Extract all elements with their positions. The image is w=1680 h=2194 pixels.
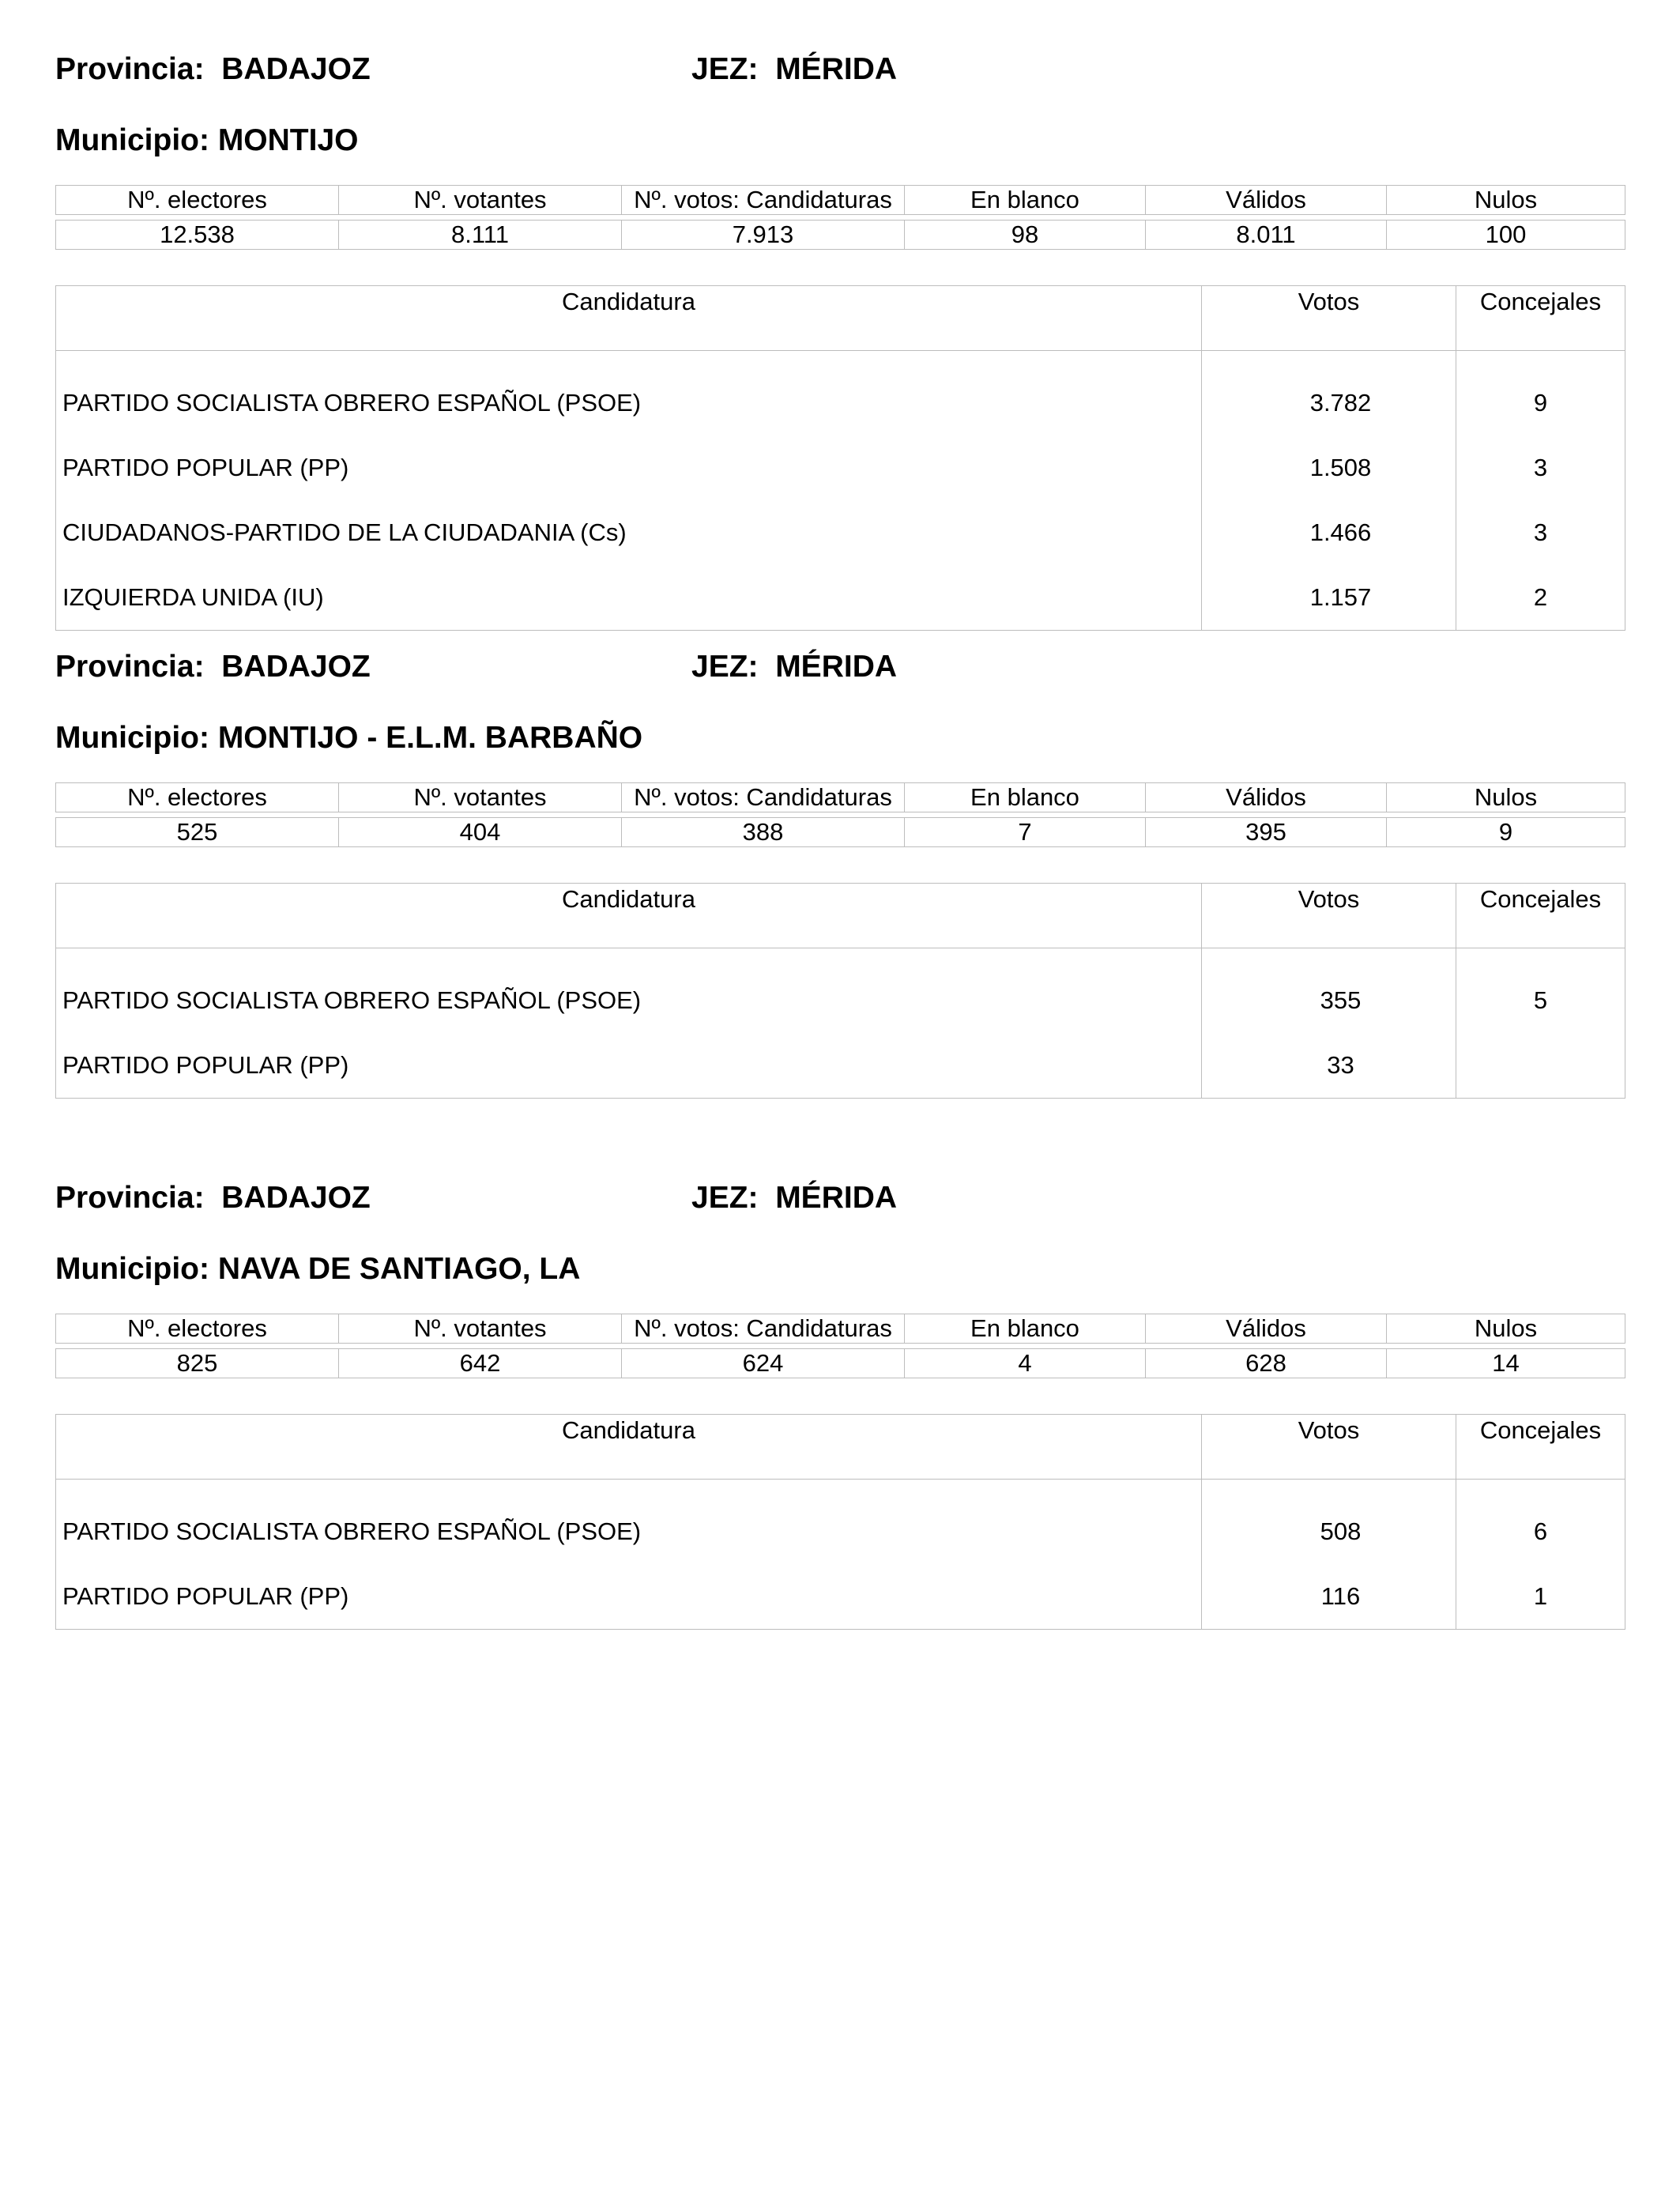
concejales-cell: 5 [1456, 948, 1625, 1034]
results-header-cell: Candidatura [56, 286, 1202, 351]
summary-header-cell: Nº. votos: Candidaturas [622, 186, 905, 215]
summary-header-cell: Válidos [1146, 1314, 1387, 1344]
candidatura-cell: PARTIDO POPULAR (PP) [62, 1051, 349, 1079]
provincia-label: Provincia: [55, 650, 222, 684]
summary-value-cell: 4 [905, 1349, 1146, 1378]
results-header-cell: Candidatura [56, 1415, 1202, 1480]
candidatura-cell: CIUDADANOS-PARTIDO DE LA CIUDADANIA (Cs) [62, 518, 627, 546]
jez-label: JEZ: [691, 650, 776, 684]
summary-value-cell: 8.111 [339, 221, 622, 250]
summary-header-cell: Nº. votantes [339, 1314, 622, 1344]
concejales-cell: 9 [1456, 351, 1625, 436]
results-header-row [56, 884, 1625, 948]
results-header-cell: Votos [1202, 884, 1456, 948]
results-row [56, 1033, 1625, 1099]
results-header-row [56, 1415, 1625, 1480]
provincia-label: Provincia: [55, 52, 222, 86]
results-row [56, 948, 1625, 1034]
candidatura-cell: PARTIDO POPULAR (PP) [62, 454, 349, 481]
provincia-value: BADAJOZ [221, 1181, 371, 1215]
summary-header-cell: Válidos [1146, 783, 1387, 812]
jez-heading [691, 1182, 897, 1213]
jez-heading [691, 651, 897, 682]
candidatura-cell: PARTIDO SOCIALISTA OBRERO ESPAÑOL (PSOE) [62, 389, 642, 417]
results-row [56, 500, 1625, 565]
votos-cell: 1.508 [1202, 435, 1456, 500]
summary-value-cell: 9 [1387, 818, 1625, 847]
results-row [56, 435, 1625, 500]
results-header-cell: Votos [1202, 1415, 1456, 1480]
summary-header-cell: Nº. votantes [339, 186, 622, 215]
votos-cell: 355 [1202, 948, 1456, 1034]
summary-value-cell: 624 [622, 1349, 905, 1378]
municipio-label: Municipio: [55, 1252, 218, 1286]
summary-header-cell: Válidos [1146, 186, 1387, 215]
provincia-value: BADAJOZ [221, 52, 371, 86]
results-table [55, 883, 1625, 1099]
results-header-cell: Votos [1202, 286, 1456, 351]
concejales-cell [1456, 1033, 1625, 1099]
summary-header-row [56, 1314, 1625, 1344]
municipio-label: Municipio: [55, 123, 218, 157]
concejales-cell: 3 [1456, 500, 1625, 565]
candidatura-cell: PARTIDO SOCIALISTA OBRERO ESPAÑOL (PSOE) [62, 986, 642, 1014]
summary-header-row [56, 186, 1625, 215]
summary-value-cell: 12.538 [56, 221, 339, 250]
candidatura-cell: PARTIDO POPULAR (PP) [62, 1582, 349, 1610]
candidatura-cell: IZQUIERDA UNIDA (IU) [62, 583, 324, 611]
results-table [55, 285, 1625, 631]
provincia-value: BADAJOZ [221, 650, 371, 684]
summary-value-cell: 395 [1146, 818, 1387, 847]
summary-header-cell: Nº. votos: Candidaturas [622, 783, 905, 812]
summary-table [55, 185, 1625, 250]
results-row [56, 1564, 1625, 1630]
summary-value-cell: 825 [56, 1349, 339, 1378]
concejales-cell: 1 [1456, 1564, 1625, 1630]
jez-value: MÉRIDA [775, 1181, 898, 1215]
results-row [56, 351, 1625, 436]
summary-value-cell: 14 [1387, 1349, 1625, 1378]
summary-header-cell: En blanco [905, 186, 1146, 215]
summary-value-cell: 388 [622, 818, 905, 847]
summary-value-cell: 7 [905, 818, 1146, 847]
concejales-cell: 2 [1456, 565, 1625, 631]
jez-value: MÉRIDA [775, 650, 898, 684]
jez-label: JEZ: [691, 1181, 776, 1215]
summary-header-cell: Nulos [1387, 783, 1625, 812]
summary-header-cell: En blanco [905, 1314, 1146, 1344]
summary-value-row [56, 818, 1625, 847]
summary-value-cell: 100 [1387, 221, 1625, 250]
summary-value-cell: 404 [339, 818, 622, 847]
summary-value-cell: 8.011 [1146, 221, 1387, 250]
summary-value-row [56, 1349, 1625, 1378]
summary-header-row [56, 783, 1625, 812]
summary-value-cell: 7.913 [622, 221, 905, 250]
results-row [56, 565, 1625, 631]
provincia-label: Provincia: [55, 1181, 222, 1215]
summary-header-cell: Nº. electores [56, 783, 339, 812]
concejales-cell: 6 [1456, 1480, 1625, 1565]
provincia-heading [55, 54, 371, 85]
summary-value-row [56, 221, 1625, 250]
results-table [55, 1414, 1625, 1630]
municipio-heading [55, 125, 358, 156]
candidatura-cell: PARTIDO SOCIALISTA OBRERO ESPAÑOL (PSOE) [62, 1517, 642, 1545]
summary-header-cell: En blanco [905, 783, 1146, 812]
summary-header-cell: Nº. votantes [339, 783, 622, 812]
summary-value-cell: 98 [905, 221, 1146, 250]
municipio-value: MONTIJO [217, 123, 359, 157]
summary-header-cell: Nº. electores [56, 1314, 339, 1344]
summary-value-cell: 525 [56, 818, 339, 847]
provincia-heading [55, 1182, 371, 1213]
summary-table [55, 782, 1625, 847]
votos-cell: 1.466 [1202, 500, 1456, 565]
jez-label: JEZ: [691, 52, 776, 86]
municipio-label: Municipio: [55, 721, 218, 755]
votos-cell: 3.782 [1202, 351, 1456, 436]
votos-cell: 508 [1202, 1480, 1456, 1565]
summary-value-cell: 628 [1146, 1349, 1387, 1378]
summary-value-cell: 642 [339, 1349, 622, 1378]
votos-cell: 116 [1202, 1564, 1456, 1630]
summary-header-cell: Nulos [1387, 186, 1625, 215]
jez-heading [691, 54, 897, 85]
summary-header-cell: Nº. electores [56, 186, 339, 215]
summary-table [55, 1314, 1625, 1378]
results-header-row [56, 286, 1625, 351]
votos-cell: 33 [1202, 1033, 1456, 1099]
votos-cell: 1.157 [1202, 565, 1456, 631]
municipio-heading [55, 722, 642, 753]
summary-header-cell: Nulos [1387, 1314, 1625, 1344]
provincia-heading [55, 651, 371, 682]
municipio-heading [55, 1253, 580, 1284]
results-row [56, 1480, 1625, 1565]
results-header-cell: Candidatura [56, 884, 1202, 948]
summary-header-cell: Nº. votos: Candidaturas [622, 1314, 905, 1344]
concejales-cell: 3 [1456, 435, 1625, 500]
results-header-cell: Concejales [1456, 1415, 1625, 1480]
municipio-value: NAVA DE SANTIAGO, LA [217, 1252, 581, 1286]
results-header-cell: Concejales [1456, 884, 1625, 948]
jez-value: MÉRIDA [775, 52, 898, 86]
results-header-cell: Concejales [1456, 286, 1625, 351]
municipio-value: MONTIJO - E.L.M. BARBAÑO [217, 721, 643, 755]
